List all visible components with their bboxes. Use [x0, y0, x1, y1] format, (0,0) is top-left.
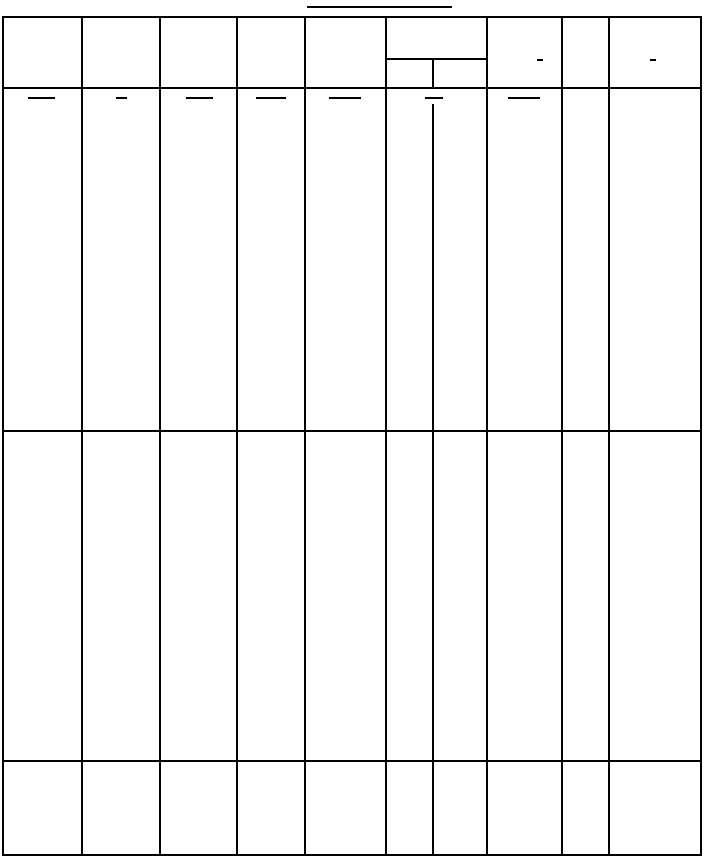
table-border	[3, 17, 701, 855]
